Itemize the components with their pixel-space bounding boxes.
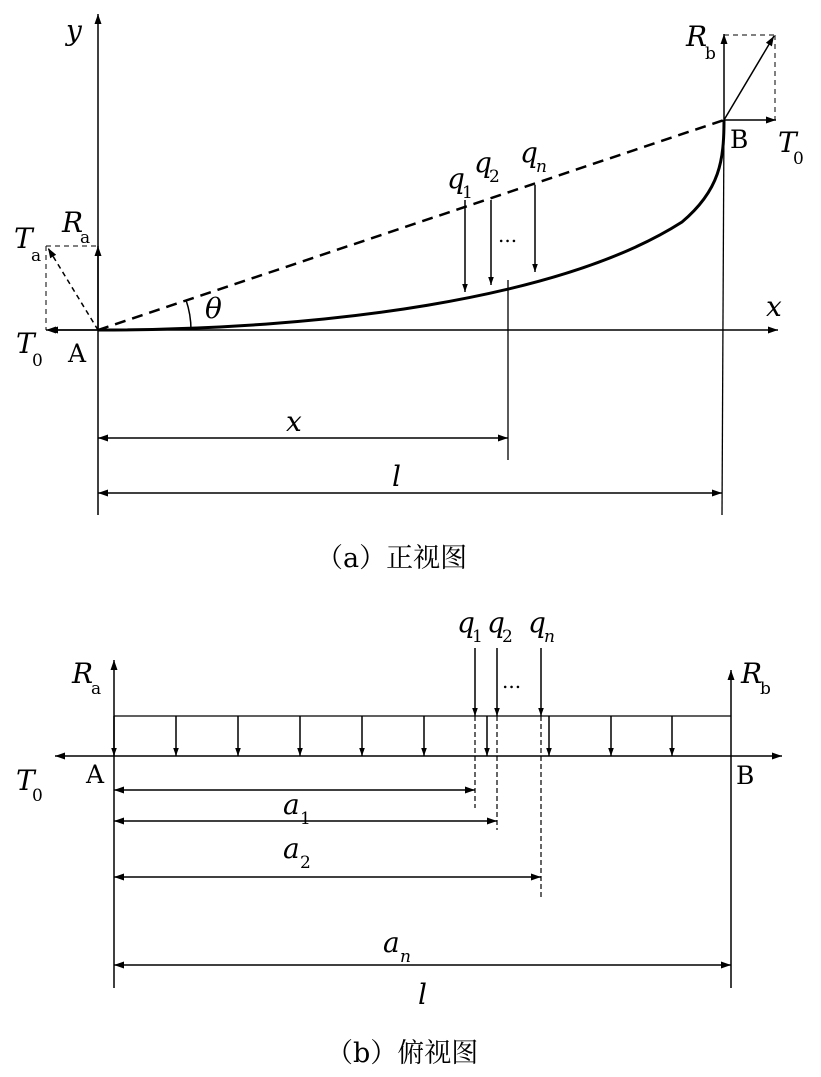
qn-label: q: [520, 136, 538, 169]
q2-label: q: [474, 146, 492, 179]
q1-label: q: [447, 162, 465, 195]
t0-top-label: T: [16, 764, 35, 797]
qn-top-sub: n: [544, 627, 555, 647]
t0-left-label: T: [16, 327, 35, 360]
point-b-top-label: B: [736, 761, 755, 790]
rb-label: R: [686, 20, 708, 53]
a2-label: a: [283, 832, 300, 865]
an-sub: n: [400, 947, 411, 967]
tb-arrow: [724, 36, 774, 120]
point-b-label: B: [730, 125, 749, 154]
front-view: [46, 14, 778, 515]
top-view: [55, 648, 782, 988]
front-dots: ...: [498, 223, 518, 247]
a2-sub: 2: [300, 853, 311, 873]
chord-ab: [98, 120, 724, 330]
ta-arrow: [48, 248, 98, 330]
rb-top-label: R: [741, 657, 763, 690]
t0-right-label: T: [778, 126, 797, 159]
top-view-labels: [16, 606, 771, 1069]
rb-top-sub: b: [760, 679, 771, 699]
ra-top-sub: a: [91, 679, 102, 699]
q1-sub: 1: [462, 183, 473, 203]
y-axis-label: y: [66, 14, 82, 47]
x-axis-label: x: [766, 290, 782, 323]
dim-l-front-label: l: [392, 460, 401, 493]
q1-top-sub: 1: [472, 627, 483, 647]
a1-label: a: [283, 788, 300, 821]
qn-sub: n: [536, 157, 547, 177]
q2-sub: 2: [489, 167, 500, 187]
ta-label: T: [14, 222, 33, 255]
caption-a: （a）正视图: [316, 543, 468, 574]
t0-top-sub: 0: [32, 786, 43, 806]
theta-label: θ: [205, 292, 222, 325]
q2-top-sub: 2: [502, 627, 513, 647]
dim-l-top-label: l: [418, 978, 427, 1011]
dim-x-label: x: [286, 405, 302, 438]
ra-sub: a: [80, 228, 91, 248]
rb-sub: b: [705, 44, 716, 64]
point-a-top-label: A: [86, 760, 105, 789]
ra-label: R: [62, 206, 84, 239]
q2-top-label: q: [487, 606, 505, 639]
t0-right-sub: 0: [793, 149, 804, 169]
q1-top-label: q: [457, 606, 475, 639]
point-a-label: A: [68, 339, 87, 368]
top-dots: ...: [502, 669, 522, 693]
t0-left-sub: 0: [32, 351, 43, 371]
ta-sub: a: [31, 246, 42, 266]
caption-b: （b）俯视图: [326, 1038, 479, 1069]
qn-top-label: q: [528, 606, 546, 639]
a1-sub: 1: [300, 809, 311, 829]
an-label: a: [383, 926, 400, 959]
front-view-labels: [14, 14, 804, 574]
ra-top-label: R: [72, 657, 94, 690]
b-extension-line: [722, 120, 724, 515]
theta-arc: [186, 300, 191, 330]
